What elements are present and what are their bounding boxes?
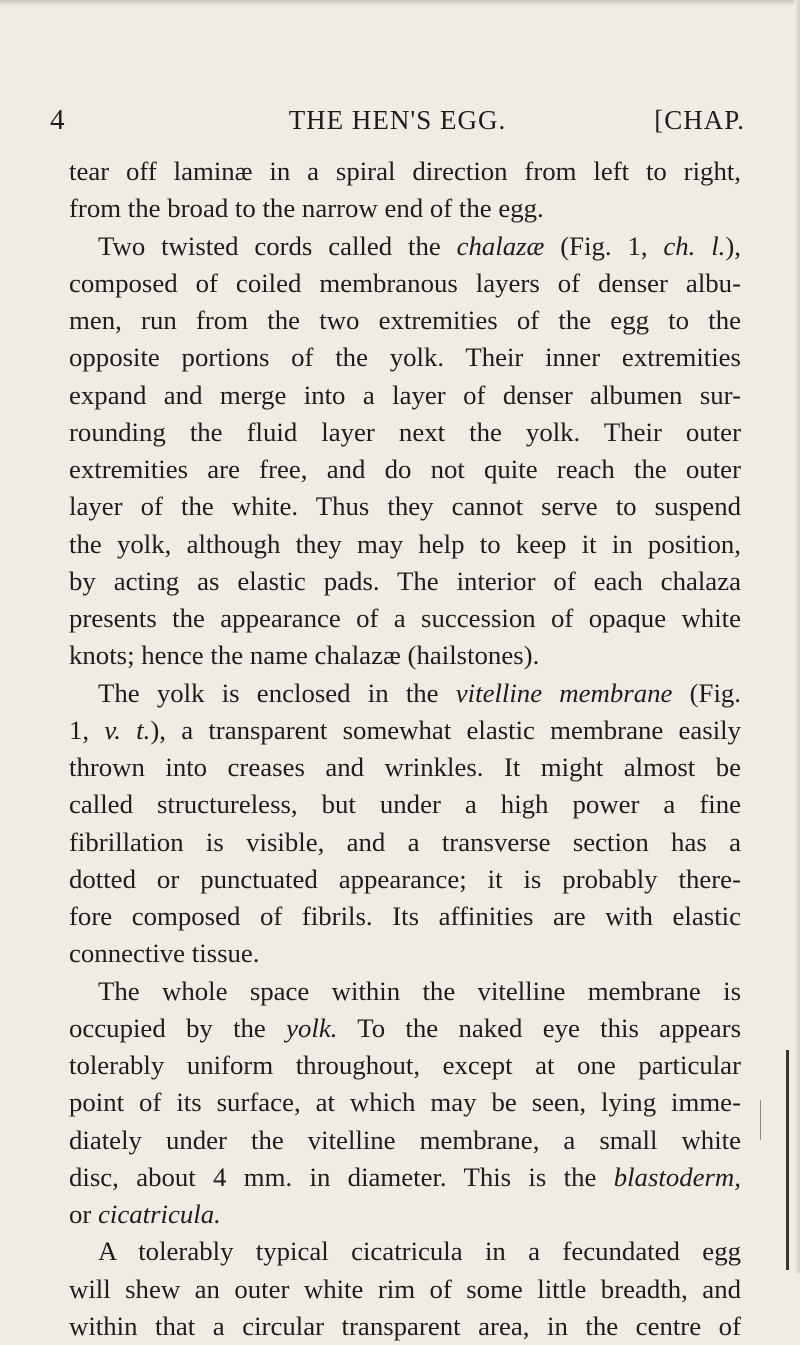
running-header xyxy=(50,100,745,140)
italic-term: cicatricula. xyxy=(98,1199,221,1229)
text-line: dotted or punctuated appearance; it is probably there- xyxy=(69,863,741,894)
text-line: by acting as elastic pads. The interior of each chalaza xyxy=(69,565,741,596)
text-line: the yolk, although they may help to keep it in position, xyxy=(69,528,741,559)
text-line: knots; hence the name chalazæ (hailstones). xyxy=(69,640,540,671)
text-segment: occupied by the xyxy=(69,1012,287,1043)
running-title: THE HEN'S EGG. xyxy=(288,105,507,135)
text-line: composed of coiled membranous layers of denser albu- xyxy=(69,267,741,298)
text-line: within that a circular transparent area, in the centre of xyxy=(69,1310,741,1341)
text-line: will shew an outer white rim of some little breadth, and xyxy=(69,1273,741,1304)
text-segment: ), xyxy=(725,230,741,261)
italic-term: blastoderm, xyxy=(613,1161,741,1192)
text-line: called structureless, but under a high power a fine xyxy=(69,789,741,820)
text-segment: (Fig. xyxy=(672,677,742,708)
page-number: 4 xyxy=(50,104,65,136)
body-text xyxy=(69,153,741,1345)
text-line xyxy=(69,228,741,265)
text-line: extremities are free, and do not quite reach the outer xyxy=(69,454,741,484)
text-line: diately under the vitelline membrane, a small white xyxy=(69,1124,741,1155)
text-line: men, run from the two extremities of the egg to the xyxy=(69,305,741,335)
text-line: opposite portions of the yolk. Their inner extremities xyxy=(69,342,741,373)
text-segment: 1, xyxy=(69,714,105,745)
text-line: presents the appearance of a succession of opaque white xyxy=(69,603,741,633)
text-line: layer of the white. Thus they cannot serve to suspend xyxy=(69,491,741,522)
binding-mark xyxy=(786,1050,789,1270)
text-line xyxy=(69,675,741,712)
text-line: tolerably uniform throughout, except at one particular xyxy=(69,1050,741,1080)
text-line: fibrillation is visible, and a transverse section has a xyxy=(69,826,741,857)
text-segment: (Fig. 1, xyxy=(544,230,664,261)
text-segment: disc, about 4 mm. in diameter. This is the xyxy=(69,1161,614,1192)
text-line xyxy=(69,1196,741,1233)
italic-term: v. t. xyxy=(104,714,151,745)
text-line xyxy=(69,1010,741,1047)
page-top-edge xyxy=(0,0,800,6)
text-line xyxy=(69,712,741,749)
italic-term: vitelline membrane xyxy=(455,677,673,708)
text-line: from the broad to the narrow end of the egg. xyxy=(69,193,544,224)
text-segment: To the naked eye this appears xyxy=(337,1012,742,1043)
text-segment: ), a transparent somewhat elastic membrane easily xyxy=(150,714,742,745)
binding-mark-thin xyxy=(760,1100,761,1140)
text-line: point of its surface, at which may be seen, lying imme- xyxy=(69,1087,741,1118)
text-line: thrown into creases and wrinkles. It might almost be xyxy=(69,752,741,782)
text-line: The whole space within the vitelline membrane is xyxy=(98,975,741,1006)
text-segment: Two twisted cords called the xyxy=(98,230,457,261)
italic-term: chalazæ xyxy=(456,230,545,261)
italic-term: ch. l. xyxy=(663,230,726,261)
page-right-shadow xyxy=(794,0,800,1273)
text-line: connective tissue. xyxy=(69,938,260,969)
text-line: rounding the fluid layer next the yolk. Their outer xyxy=(69,416,741,447)
text-line: tear off laminæ in a spiral direction from left to right, xyxy=(69,156,741,186)
text-segment: or xyxy=(69,1199,99,1229)
text-segment: The yolk is enclosed in the xyxy=(98,677,456,708)
text-line: expand and merge into a layer of denser albumen sur- xyxy=(69,379,741,410)
text-line: fore composed of fibrils. Its affinities are with elastic xyxy=(69,901,741,931)
text-line xyxy=(69,1159,741,1196)
text-line: A tolerably typical cicatricula in a fecundated egg xyxy=(98,1236,741,1267)
chapter-mark: [CHAP. xyxy=(654,105,745,135)
italic-term: yolk. xyxy=(286,1012,338,1043)
